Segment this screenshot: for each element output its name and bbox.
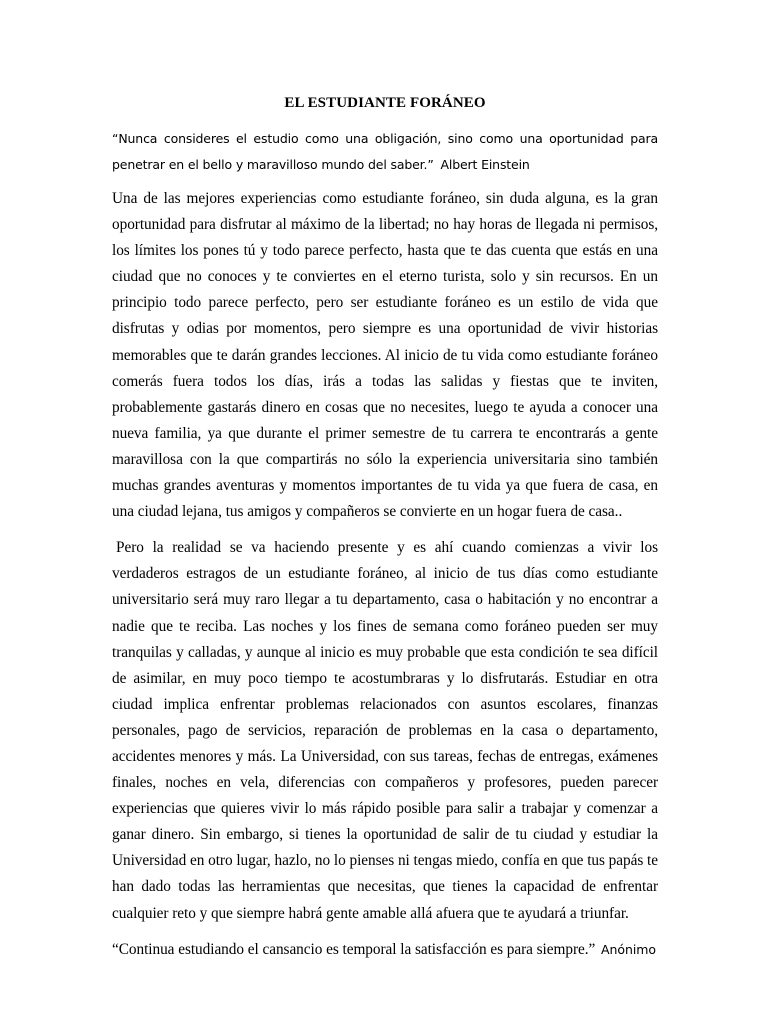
paragraph-2: Pero la realidad se va haciendo presente y es ahí cuando comienzas a vivir los verdaderos estragos de un estudiante foráneo, al inicio de tus días como estudiante universitario será muy raro llegar a tu departamento, casa o habitación y no encontrar a nadie que te reciba. Las noches y los fines de semana como foráneo pueden ser muy tranquilas y calladas, y aunque al inicio es muy probable que esta condición te sea difícil de asimilar, en muy poco tiempo te acostumbraras y lo disfrutarás. Estudiar en otra ciudad implica enfrentar problemas relacionados con asuntos escolares, finanzas personales, pago de servicios, reparación de problemas en la casa o departamento, accidentes menores y más. La Universidad, con sus tareas, fechas de entregas, exámenes finales, noches en vela, diferencias con compañeros y profesores, pueden parecer experiencias que quieres vivir lo más rápido posible para salir a trabajar y comenzar a ganar dinero. Sin embargo, si tienes la oportunidad de salir de tu ciudad y estudiar la Universidad en otro lugar, hazlo, no lo pienses ni tengas miedo, confía en que tus papás te han dado todas las herramientas que necesitas, que tienes la capacidad de enfrentar cualquier reto y que siempre habrá gente amable allá afuera que te ayudará a triunfar.: [112, 539, 658, 922]
closing-quote: [112, 937, 658, 963]
closing-quote-text: “Continua estudiando el cansancio es temporal la satisfacción es para siempre.”: [112, 940, 596, 958]
paragraph-1: Una de las mejores experiencias como estudiante foráneo, sin duda alguna, es la gran oportunidad para disfrutar al máximo de la libertad; no hay horas de llegada ni permisos, los límites los pones tú y todo parece perfecto, hasta que te das cuenta que estás en una ciudad que no conoces y te conviertes en el eterno turista, solo y sin recursos. En un principio todo parece perfecto, pero ser estudiante foráneo es un estilo de vida que disfrutas y odias por momentos, pero siempre es una oportunidad de vivir historias memorables que te darán grandes lecciones. Al inicio de tu vida como estudiante foráneo comerás fuera todos los días, irás a todas las salidas y fiestas que te inviten, probablemente gastarás dinero en cosas que no necesites, luego te ayuda a conocer una nueva familia, ya que durante el primer semestre de tu carrera te encontrarás a gente maravillosa con la que compartirás no sólo la experiencia universitaria sino también muchas grandes aventuras y momentos importantes de tu vida ya que fuera de casa, en una ciudad lejana, tus amigos y compañeros se convierte en un hogar fuera de casa..: [112, 190, 658, 521]
document-body: [112, 94, 658, 963]
epigraph-author: Albert Einstein: [440, 157, 530, 172]
closing-quote-author: Anónimo: [601, 941, 657, 957]
epigraph-text: “Nunca consideres el estudio como una obligación, sino como una oportunidad para penetrar en el bello y maravilloso mundo del saber.”: [112, 131, 658, 172]
epigraph: [112, 126, 658, 178]
document-title: EL ESTUDIANTE FORÁNEO: [284, 95, 486, 111]
